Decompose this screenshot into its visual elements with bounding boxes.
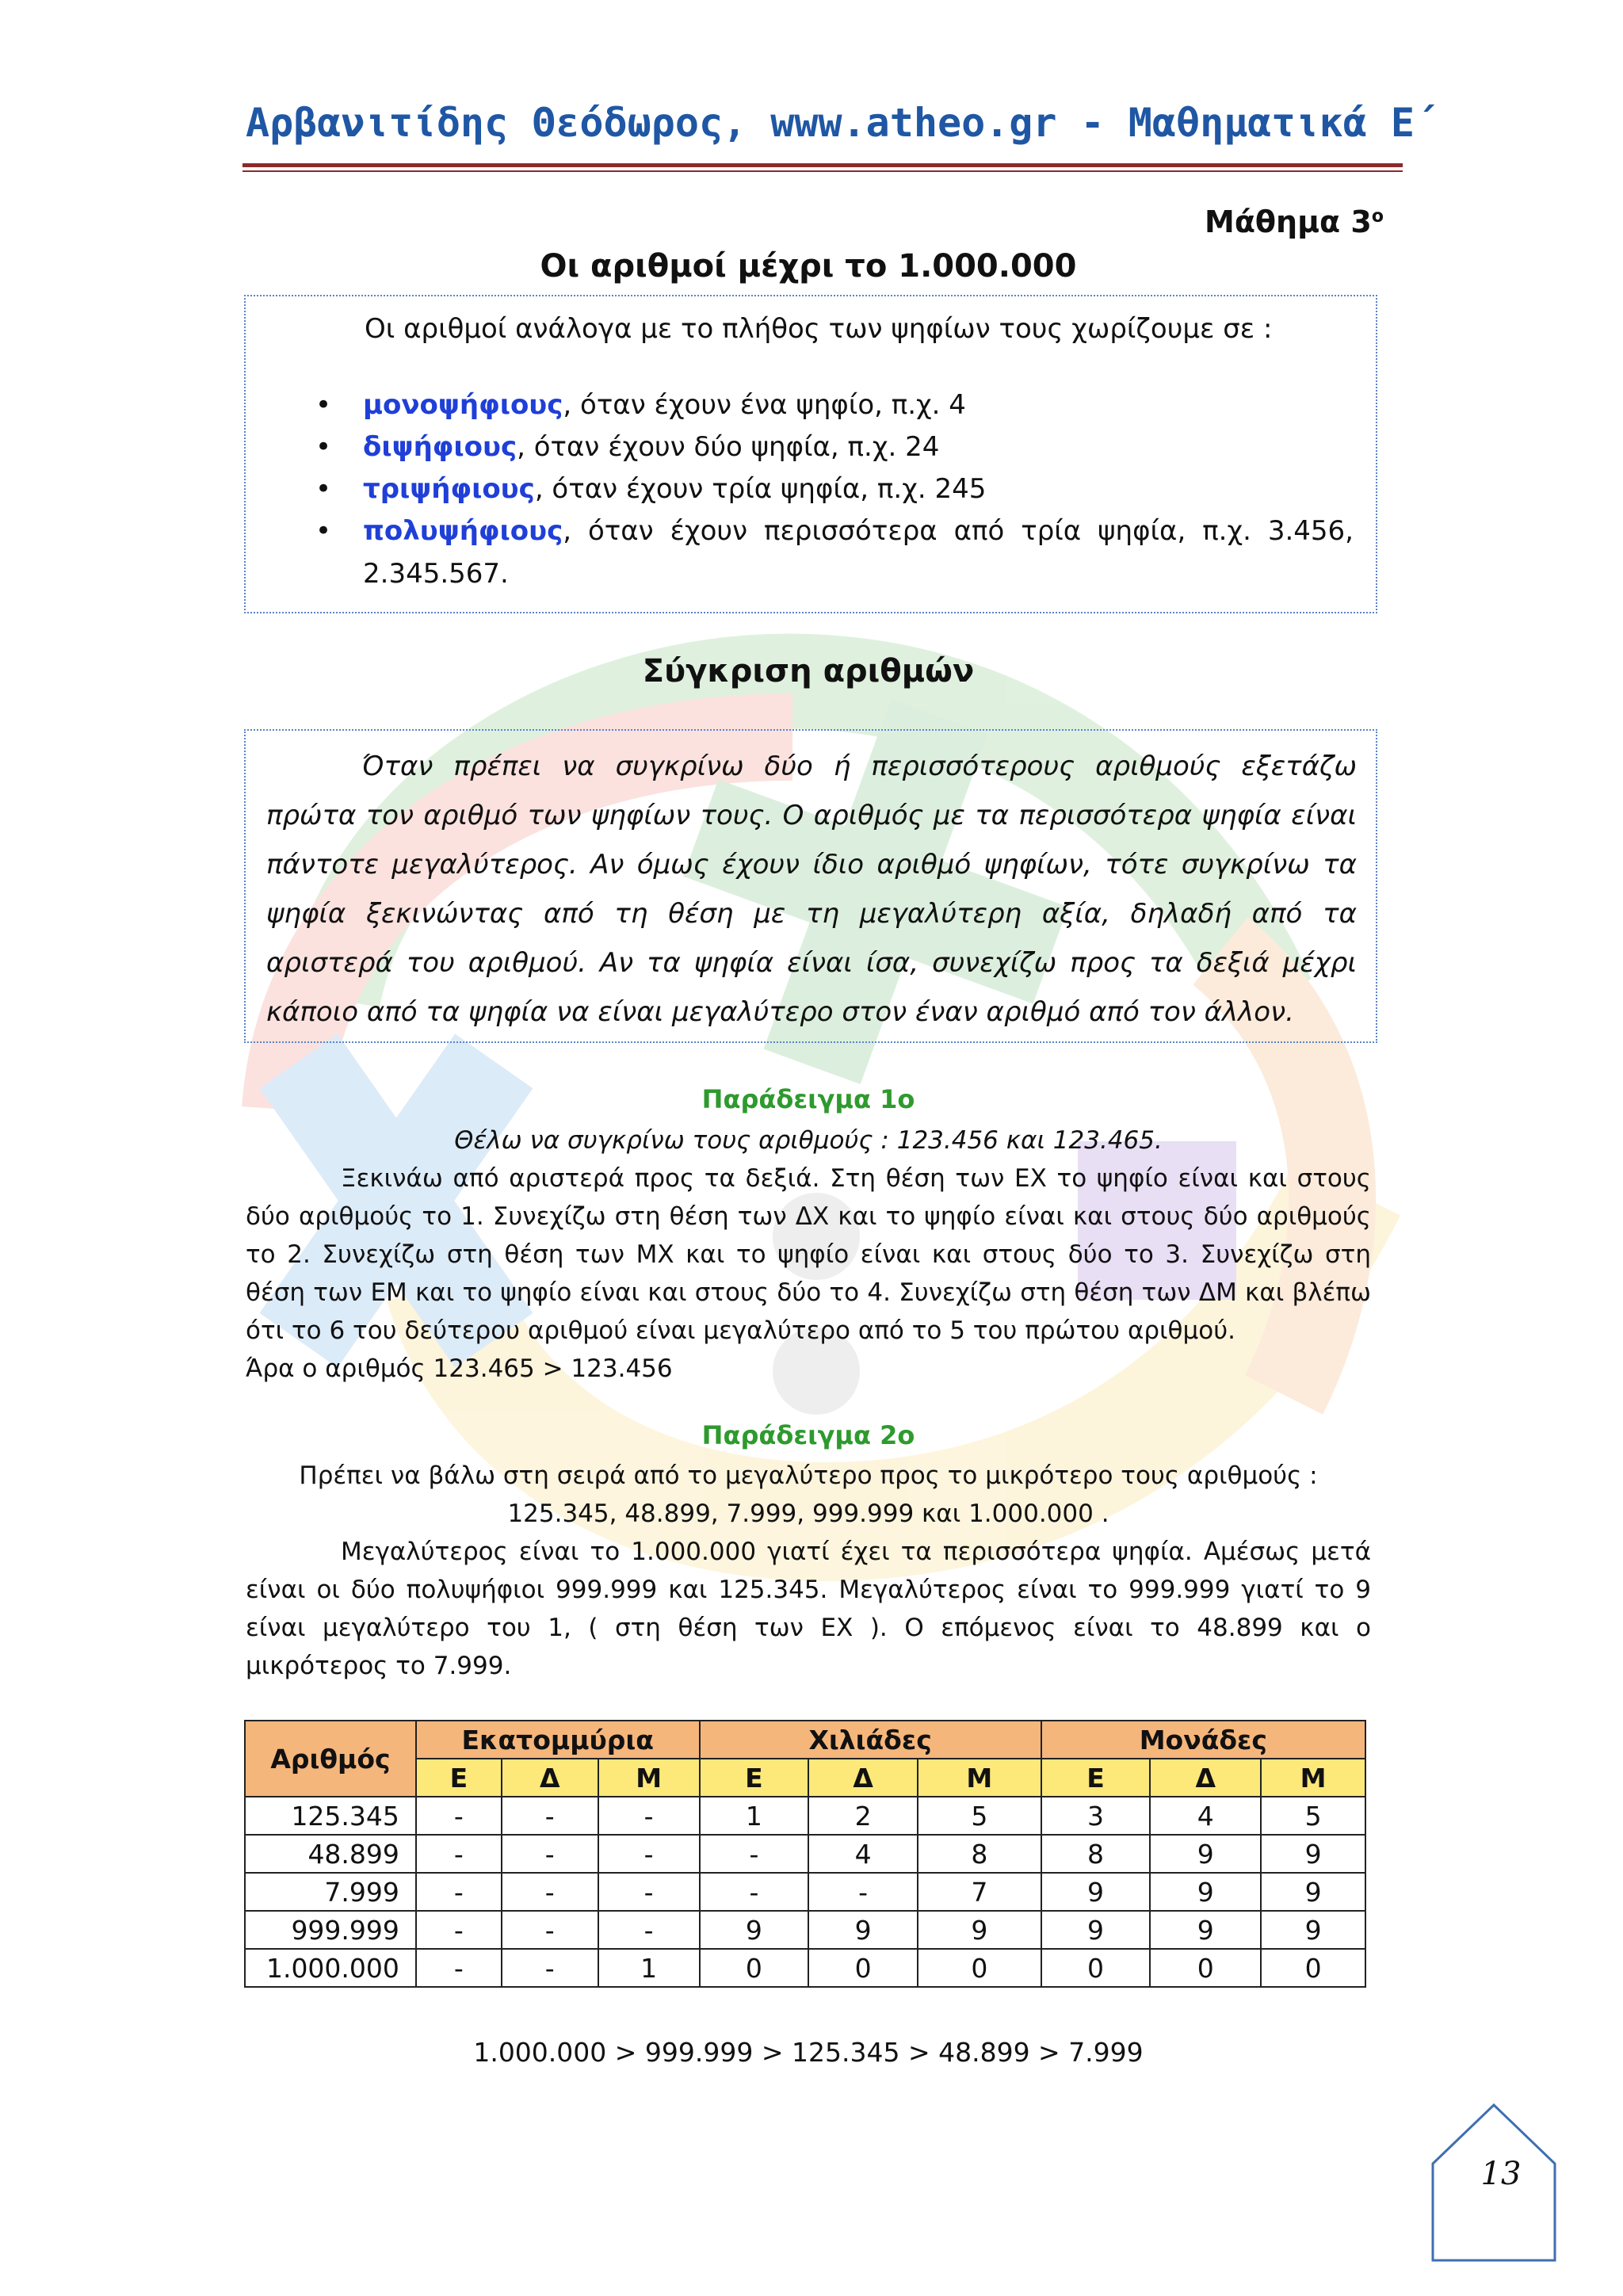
row-number: 125.345 — [245, 1797, 416, 1835]
digit-cell: 2 — [808, 1797, 918, 1835]
column-header-number: Αριθμός — [245, 1721, 416, 1797]
digit-cell: - — [700, 1873, 809, 1911]
example-1-body: Ξεκινάω από αριστερά προς τα δεξιά. Στη θέση των ΕΧ το ψηφίο είναι και στους δύο αριθμούς το 1. Συνεχίζω στη θέση των ΔΧ και το ψηφίο είναι και στους δύο αριθμούς το 2. Συνεχίζω στη θέση των ΜΧ και το ψηφίο είναι και στους δύο το 3. Συνεχίζω στη θέση των ΕΜ και το ψηφίο είναι και στους δύο το 4. Συνεχίζω στη θέση των ΔΜ και βλέπω ότι το 6 του δεύτερου αριθμού είναι μεγαλύτερο από το 5 του πρώτου αριθμού. — [246, 1164, 1371, 1345]
table-row — [245, 1873, 1365, 1911]
subheader-cell: Δ — [1150, 1759, 1261, 1797]
digit-cell: - — [416, 1797, 502, 1835]
digit-cell: - — [598, 1797, 700, 1835]
digit-cell: 0 — [1150, 1949, 1261, 1987]
header-title: Αρβανιτίδης Θεόδωρος, www.atheo.gr - Μαθηματικά Ε΄ — [246, 100, 1439, 146]
digit-cell: 0 — [918, 1949, 1041, 1987]
digit-cell: 4 — [808, 1835, 918, 1873]
group-header-thousands: Χιλιάδες — [700, 1721, 1041, 1759]
digit-cell: 0 — [1261, 1949, 1365, 1987]
subheader-cell: Μ — [598, 1759, 700, 1797]
list-item-text — [363, 426, 1354, 468]
digit-cell: 3 — [1041, 1797, 1151, 1835]
digit-cell: 9 — [918, 1911, 1041, 1949]
digit-cell: - — [416, 1835, 502, 1873]
digit-cell: 9 — [808, 1911, 918, 1949]
bullet-icon: • — [315, 515, 332, 547]
subheader-cell: Ε — [700, 1759, 809, 1797]
digit-cell: 0 — [808, 1949, 918, 1987]
digit-cell: - — [502, 1797, 598, 1835]
subheader-cell: Δ — [808, 1759, 918, 1797]
list-item-text — [363, 384, 1354, 426]
subheader-cell: Μ — [1261, 1759, 1365, 1797]
category-description: , όταν έχουν ένα ψηφίο, π.χ. 4 — [563, 389, 966, 421]
row-number: 48.899 — [245, 1835, 416, 1873]
page-title: Οι αριθμοί μέχρι το 1.000.000 — [540, 248, 1077, 285]
ordering-result: 1.000.000 > 999.999 > 125.345 > 48.899 > 7.999 — [473, 2037, 1144, 2068]
digit-cell: 5 — [1261, 1797, 1365, 1835]
example-2-intro: Πρέπει να βάλω στη σειρά από το μεγαλύτερο προς το μικρότερο τους αριθμούς : — [299, 1461, 1318, 1490]
list-item — [309, 510, 1355, 597]
digit-cell: 7 — [918, 1873, 1041, 1911]
digit-cell: 5 — [918, 1797, 1041, 1835]
digit-cell: 4 — [1150, 1797, 1261, 1835]
lesson-superscript: ο — [1371, 206, 1384, 227]
digit-cell: 9 — [1041, 1911, 1151, 1949]
category-term: μονοψήφιους — [363, 389, 563, 421]
example-2-numbers: 125.345, 48.899, 7.999, 999.999 και 1.000.000 . — [507, 1499, 1109, 1528]
digit-cell: 9 — [1261, 1835, 1365, 1873]
row-number: 999.999 — [245, 1911, 416, 1949]
digit-cell: 8 — [918, 1835, 1041, 1873]
digit-cell: - — [598, 1835, 700, 1873]
lesson-text: Μάθημα 3 — [1205, 204, 1372, 239]
row-number: 7.999 — [245, 1873, 416, 1911]
digit-cell: - — [502, 1835, 598, 1873]
bullet-icon: • — [315, 389, 332, 421]
digit-cell: 0 — [700, 1949, 809, 1987]
group-header-millions: Εκατομμύρια — [416, 1721, 700, 1759]
category-term: πολυψήφιους — [363, 515, 563, 547]
list-item — [309, 468, 1355, 510]
digit-cell: - — [416, 1911, 502, 1949]
digit-cell: - — [502, 1949, 598, 1987]
digit-cell: - — [416, 1873, 502, 1911]
digit-cell: - — [416, 1949, 502, 1987]
example-2-title: Παράδειγμα 2ο — [701, 1420, 915, 1450]
digit-cell: 9 — [1041, 1873, 1151, 1911]
digit-cell: - — [502, 1911, 598, 1949]
example-1-title: Παράδειγμα 1ο — [701, 1084, 915, 1114]
digit-cell: 1 — [700, 1797, 809, 1835]
comparison-paragraph: Όταν πρέπει να συγκρίνω δύο ή περισσότερους αριθμούς εξετάζω πρώτα τον αριθμό των ψηφίων τους. Ο αριθμός με τα περισσότερα ψηφία είναι πάντοτε μεγαλύτερος. Αν όμως έχουν ίδιο αριθμό ψηφίων, τότε συγκρίνω τα ψηφία ξεκινώντας από τη θέση με τη μεγαλύτερη αξία, δηλαδή από τα αριστερά του αριθμού. Αν τα ψηφία είναι ίσα, συνεχίζω προς τα δεξιά μέχρι κάποιο από τα ψηφία να είναι μεγαλύτερο στον έναν αριθμό από τον άλλον. — [266, 751, 1357, 1028]
subheader-cell: Ε — [1041, 1759, 1151, 1797]
list-item — [309, 426, 1355, 468]
example-2-body: Μεγαλύτερος είναι το 1.000.000 γιατί έχει τα περισσότερα ψηφία. Αμέσως μετά είναι οι δύο πολυψήφιοι 999.999 και 125.345. Μεγαλύτερος είναι το 999.999 γιατί το 9 είναι μεγαλύτερο του 1, ( στη θέση των ΕΧ ). Ο επόμενος είναι το 48.899 και ο μικρότερος το 7.999. — [246, 1538, 1371, 1680]
table-row — [245, 1835, 1365, 1873]
categories-intro: Οι αριθμοί ανάλογα με το πλήθος των ψηφίων τους χωρίζουμε σε : — [365, 313, 1273, 345]
section-title: Σύγκριση αριθμών — [642, 653, 975, 690]
header-rule-thick — [242, 163, 1403, 167]
table-row — [245, 1949, 1365, 1987]
digit-cell: 9 — [1261, 1873, 1365, 1911]
digit-cell: - — [808, 1873, 918, 1911]
row-number: 1.000.000 — [245, 1949, 416, 1987]
category-term: τριψήφιους — [363, 473, 535, 505]
bullet-icon: • — [315, 431, 332, 463]
lesson-label — [1205, 204, 1384, 239]
category-term: διψήφιους — [363, 431, 517, 463]
table-header-row — [245, 1721, 1365, 1759]
digit-cell: - — [700, 1835, 809, 1873]
place-value-table — [244, 1720, 1366, 1988]
list-item-text — [363, 468, 1354, 510]
digit-cell: 8 — [1041, 1835, 1151, 1873]
digit-cell: - — [598, 1911, 700, 1949]
category-description: , όταν έχουν περισσότερα από τρία ψηφία, π.χ. 3.456, 2.345.567. — [363, 515, 1354, 590]
bullet-icon: • — [315, 473, 332, 505]
digit-cell: 9 — [1150, 1911, 1261, 1949]
table-row — [245, 1911, 1365, 1949]
subheader-cell: Δ — [502, 1759, 598, 1797]
digit-cell: 9 — [1150, 1835, 1261, 1873]
comparison-text — [266, 742, 1357, 1037]
group-header-units: Μονάδες — [1041, 1721, 1365, 1759]
digit-cell: 9 — [700, 1911, 809, 1949]
table-row — [245, 1797, 1365, 1835]
digit-cell: 9 — [1261, 1911, 1365, 1949]
subheader-cell: Μ — [918, 1759, 1041, 1797]
subheader-cell: Ε — [416, 1759, 502, 1797]
category-description: , όταν έχουν τρία ψηφία, π.χ. 245 — [534, 473, 987, 505]
digit-cell: 0 — [1041, 1949, 1151, 1987]
digit-cell: - — [598, 1873, 700, 1911]
digit-cell: - — [502, 1873, 598, 1911]
list-item-text — [363, 510, 1354, 595]
digit-cell: 9 — [1150, 1873, 1261, 1911]
digit-cell: 1 — [598, 1949, 700, 1987]
header-rule-thin — [242, 170, 1403, 172]
example-1-conclusion: Άρα ο αριθμός 123.465 > 123.456 — [246, 1354, 673, 1383]
example-1-intro: Θέλω να συγκρίνω τους αριθμούς : 123.456 και 123.465. — [454, 1126, 1163, 1155]
list-item — [309, 384, 1355, 426]
category-description: , όταν έχουν δύο ψηφία, π.χ. 24 — [517, 431, 940, 463]
page-number: 13 — [1480, 2156, 1522, 2192]
